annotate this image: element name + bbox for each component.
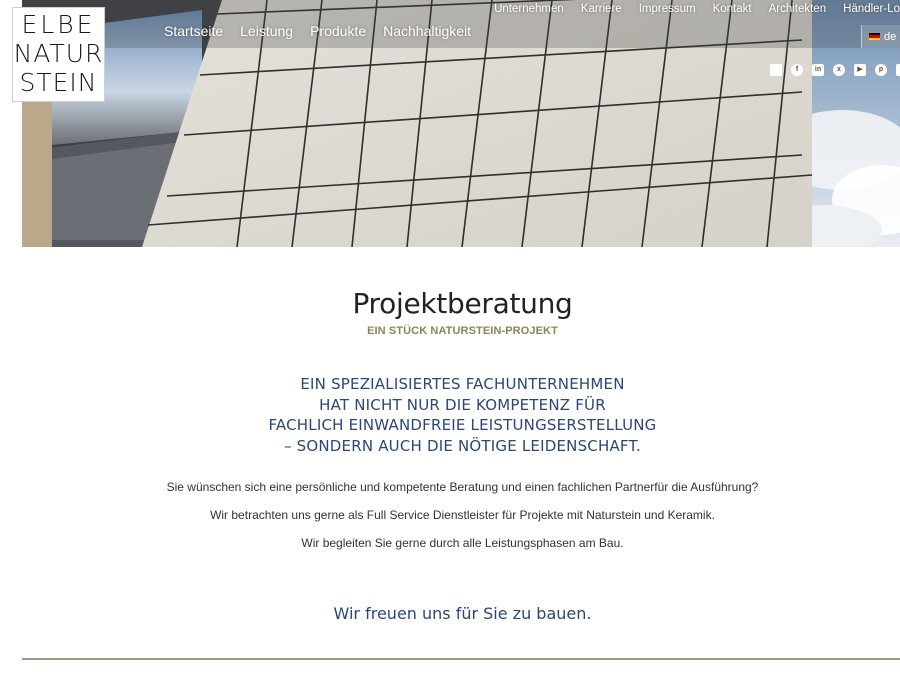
- german-flag-icon: [869, 33, 880, 41]
- youtube-icon[interactable]: ▶: [854, 64, 866, 76]
- more-icon[interactable]: [896, 64, 900, 76]
- section-divider: [22, 658, 900, 660]
- logo[interactable]: [12, 7, 105, 102]
- language-code: de: [884, 30, 897, 43]
- topnav-architekten[interactable]: Architekten: [768, 3, 827, 15]
- instagram-icon[interactable]: [770, 64, 782, 76]
- pinterest-icon[interactable]: p: [875, 64, 887, 76]
- logo-line-1: ELBE: [21, 10, 96, 39]
- logo-line-3: STEIN: [19, 68, 98, 97]
- closing-statement: Wir freuen uns für Sie zu bauen.: [333, 604, 592, 623]
- facebook-icon[interactable]: f: [791, 64, 803, 76]
- paragraph-1: Sie wünschen sich eine persönliche und kompetente Beratung und einen fachlichen Partnerfür die Ausführung?: [166, 480, 759, 494]
- lead-line-4: – SONDERN AUCH DIE NÖTIGE LEIDENSCHAFT.: [283, 436, 642, 455]
- page-title: Projektberatung: [352, 286, 573, 320]
- top-nav: [477, 3, 900, 15]
- topnav-karriere[interactable]: Karriere: [580, 3, 622, 15]
- xing-icon[interactable]: x: [833, 64, 845, 76]
- topnav-kontakt[interactable]: Kontakt: [712, 3, 752, 15]
- language-selector[interactable]: [861, 25, 900, 48]
- nav-nachhaltigkeit[interactable]: Nachhaltigkeit: [383, 23, 472, 39]
- lead-line-1: EIN SPEZIALISIERTES FACHUNTERNEHMEN: [300, 375, 625, 393]
- topnav-haendler-login[interactable]: Händler-Lo: [843, 3, 900, 15]
- nav-startseite[interactable]: Startseite: [164, 23, 224, 39]
- lead-line-2: HAT NICHT NUR DIE KOMPETENZ FÜR: [319, 395, 606, 414]
- logo-line-2: NATUR: [13, 39, 104, 68]
- linkedin-icon[interactable]: in: [812, 64, 824, 76]
- main-nav: [164, 23, 488, 39]
- paragraph-2: Wir betrachten uns gerne als Full Service Dienstleister für Projekte mit Naturstein und Keramik.: [210, 508, 715, 522]
- paragraph-3: Wir begleiten Sie gerne durch alle Leistungsphasen am Bau.: [301, 536, 624, 550]
- topnav-impressum[interactable]: Impressum: [638, 3, 696, 15]
- page-subtitle: EIN STÜCK NATURSTEIN-PROJEKT: [367, 325, 558, 337]
- social-links: [770, 64, 900, 76]
- nav-produkte[interactable]: Produkte: [310, 23, 367, 39]
- topnav-unternehmen[interactable]: Unternehmen: [494, 3, 564, 15]
- lead-line-3: FACHLICH EINWANDFREIE LEISTUNGSERSTELLUNG: [268, 416, 657, 434]
- lead-statement: [0, 374, 900, 456]
- nav-leistung[interactable]: Leistung: [240, 23, 294, 39]
